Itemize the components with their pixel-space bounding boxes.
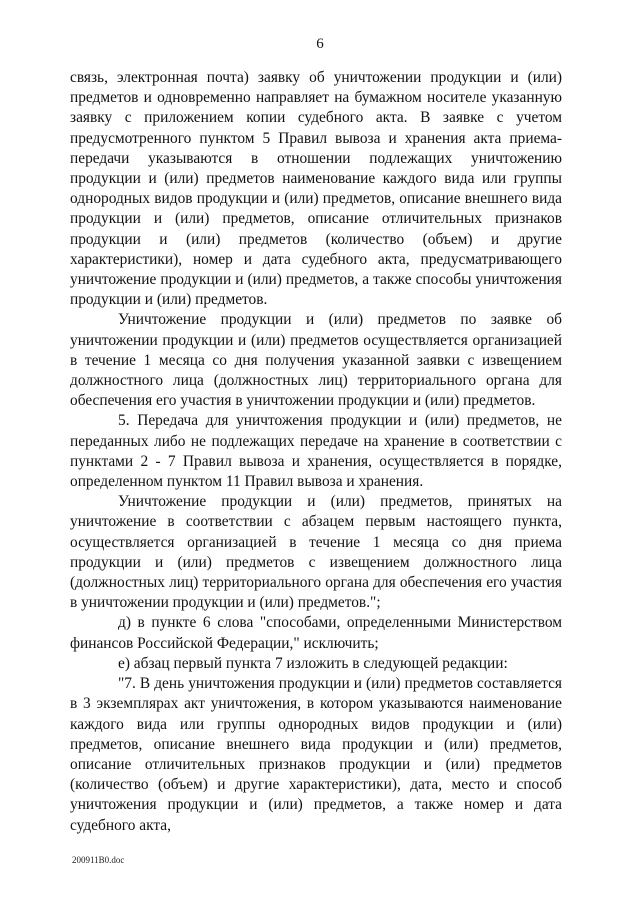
- paragraph-subitem-d: д) в пункте 6 слова "способами, определенными Министерством финансов Российской Федерации," исключить;: [70, 614, 562, 652]
- paragraph-destruction-by-request: Уничтожение продукции и (или) предметов по заявке об уничтожении продукции и (или) предметов осуществляется организацией в течение 1 месяца со дня получения указанной заявки с извещением должностного лица (должностных лиц) территориального органа для обеспечения его участия в уничтожении продукции и (или) предметов.: [70, 311, 562, 410]
- document-body: [70, 68, 562, 836]
- paragraph-item-5: 5. Передача для уничтожения продукции и (или) предметов, не переданных либо не подлежащих передаче на хранение в соответствии с пунктами 2 - 7 Правил вывоза и хранения, осуществляется в порядке, определенном пунктом 11 Правил вывоза и хранения.: [70, 412, 562, 491]
- page-number: 6: [316, 36, 324, 52]
- footer-filename: 200911В0.doc: [72, 855, 125, 865]
- paragraph-continuation: связь, электронная почта) заявку об уничтожении продукции и (или) предметов и одновременно направляет на бумажном носителе указанную заявку с приложением копии судебного акта. В заявке с учетом предусмотренного пунктом 5 Правил вывоза и хранения акта приема-передачи указываются в отношении подлежащих уничтожению продукции и (или) предметов наименование каждого вида или группы однородных видов продукции и (или) предметов, описание внешнего вида продукции и (или) предметов, описание отличительных признаков продукции и (или) предметов (количество (объем) и другие характеристики), номер и дата судебного акта, предусматривающего уничтожение продукции и (или) предметов, а также способы уничтожения продукции и (или) предметов.: [70, 69, 562, 309]
- paragraph-subitem-e: е) абзац первый пункта 7 изложить в следующей редакции:: [118, 654, 508, 672]
- paragraph-item-7: "7. В день уничтожения продукции и (или) предметов составляется в 3 экземплярах акт уничтожения, в котором указываются наименование каждого вида или группы однородных видов продукции и (или) предметов, описание внешнего вида продукции и (или) предметов, описание отличительных признаков продукции и (или) предметов (количество (объем) и другие характеристики), дата, место и способ уничтожения продукции и (или) предметов, а также номер и дата судебного акта,: [70, 675, 562, 834]
- paragraph-destruction-accepted: Уничтожение продукции и (или) предметов, принятых на уничтожение в соответствии с абзацем первым настоящего пункта, осуществляется организацией в течение 1 месяца со дня приема продукции и (или) предметов с извещением должностного лица (должностных лиц) территориального органа для обеспечения его участия в уничтожении продукции и (или) предметов.";: [70, 493, 562, 612]
